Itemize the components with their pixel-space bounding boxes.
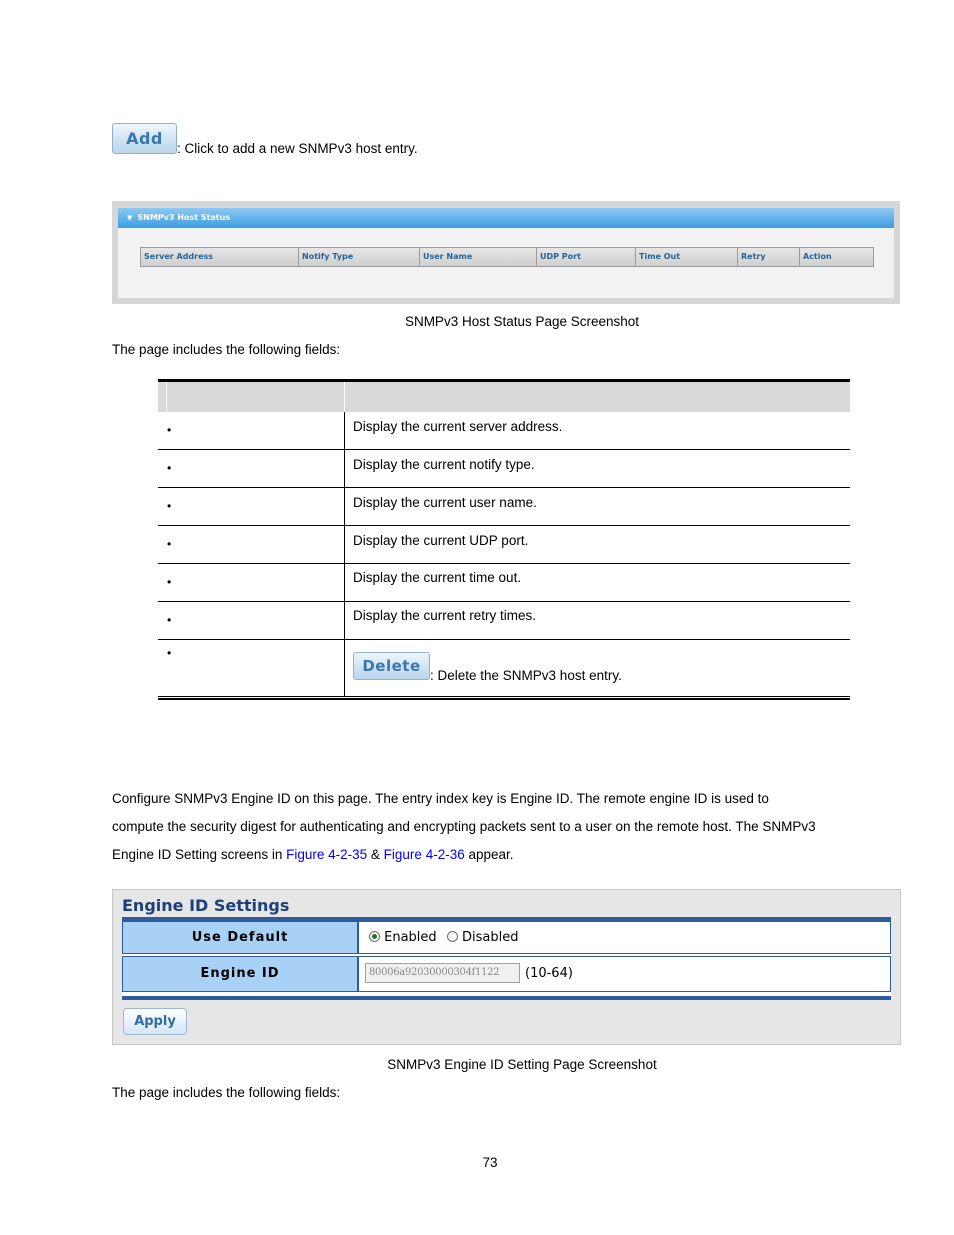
- radio-unselected-icon: [447, 931, 458, 942]
- host-status-panel-title: SNMPv3 Host Status: [137, 213, 231, 222]
- engine-id-row: [122, 956, 891, 992]
- column-header: Server Address: [141, 248, 299, 266]
- collapse-triangle-icon: ▼: [127, 214, 133, 222]
- figure-link[interactable]: Figure 4-2-36: [383, 847, 465, 862]
- paragraph-text: &: [367, 847, 384, 862]
- engine-id-range-hint: (10-64): [525, 966, 573, 981]
- paragraph-line: [112, 847, 514, 863]
- field-description: Display the current UDP port.: [353, 533, 529, 548]
- paragraph-line: compute the security digest for authenticating and encrypting packets sent to a user on the remote host. The SNMPv3: [112, 819, 816, 834]
- paragraph-text: appear.: [464, 847, 514, 862]
- figure-caption: SNMPv3 Host Status Page Screenshot: [404, 314, 640, 329]
- radio-disabled[interactable]: [447, 930, 519, 945]
- field-description: Display the current time out.: [353, 570, 522, 585]
- column-header: Time Out: [636, 248, 738, 266]
- column-header: User Name: [420, 248, 537, 266]
- page-number: 73: [482, 1155, 498, 1170]
- use-default-label: Use Default: [122, 921, 359, 954]
- bullet: •: [167, 646, 172, 660]
- table-row: [158, 412, 850, 450]
- figure-link[interactable]: Figure 4-2-35: [286, 847, 368, 862]
- bullet: •: [167, 537, 172, 551]
- bullet: •: [167, 423, 172, 437]
- field-description: Display the current notify type.: [353, 457, 535, 472]
- engine-id-input[interactable]: 80006a92030000304f1122: [365, 963, 520, 983]
- field-description: Display the current server address.: [353, 419, 563, 434]
- fields-intro: The page includes the following fields:: [112, 342, 341, 357]
- column-header: Notify Type: [299, 248, 420, 266]
- table-row: [158, 526, 850, 564]
- paragraph-line: Configure SNMPv3 Engine ID on this page. The entry index key is Engine ID. The remote engine ID is used to: [112, 791, 769, 806]
- delete-button[interactable]: Delete: [353, 652, 430, 680]
- table-row: [158, 640, 850, 697]
- bullet: •: [167, 613, 172, 627]
- column-header: UDP Port: [537, 248, 636, 266]
- field-description: : Delete the SNMPv3 host entry.: [430, 668, 622, 683]
- use-default-row: [122, 921, 891, 954]
- radio-disabled-label: Disabled: [461, 930, 519, 945]
- bullet: •: [167, 575, 172, 589]
- fields-intro: The page includes the following fields:: [112, 1085, 341, 1100]
- table-row: [158, 488, 850, 526]
- engine-id-label: Engine ID: [122, 956, 359, 992]
- bullet: •: [167, 461, 172, 475]
- table-row: [158, 602, 850, 640]
- paragraph-text: Engine ID Setting screens in: [112, 847, 287, 862]
- field-description: Display the current retry times.: [353, 608, 537, 623]
- add-description: : Click to add a new SNMPv3 host entry.: [177, 141, 418, 156]
- apply-button[interactable]: Apply: [123, 1008, 187, 1035]
- field-description: Display the current user name.: [353, 495, 537, 510]
- engine-id-screenshot: [112, 889, 901, 1045]
- column-header: Retry: [738, 248, 800, 266]
- fields-table-header: [158, 381, 850, 412]
- engine-id-settings-title: Engine ID Settings: [122, 896, 290, 915]
- table-row: [158, 450, 850, 488]
- fields-table: [158, 379, 850, 700]
- radio-enabled[interactable]: [369, 930, 437, 945]
- host-status-screenshot: [112, 201, 900, 304]
- radio-enabled-label: Enabled: [384, 930, 437, 945]
- engine-id-settings-table: [122, 917, 891, 1000]
- radio-selected-icon: [369, 931, 380, 942]
- figure-caption: SNMPv3 Engine ID Setting Page Screenshot: [387, 1057, 657, 1072]
- bullet: •: [167, 499, 172, 513]
- host-status-panel-header[interactable]: [118, 208, 894, 228]
- table-row: [158, 564, 850, 602]
- host-status-table-header: [140, 247, 874, 267]
- column-header: Action: [803, 252, 832, 261]
- add-button[interactable]: Add: [112, 123, 177, 154]
